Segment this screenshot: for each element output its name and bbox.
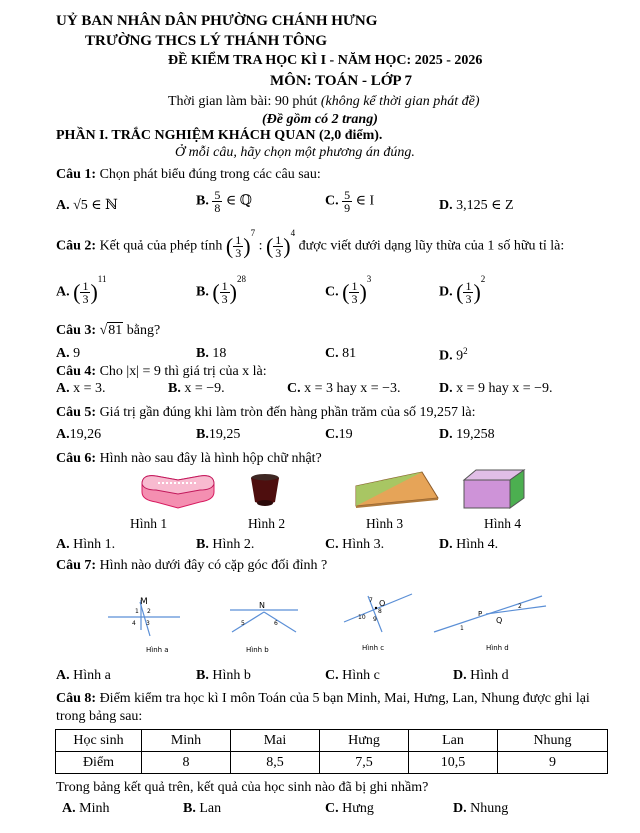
q4-label: Câu 4:	[56, 364, 97, 379]
q6-stem	[56, 451, 322, 467]
q4-text: Cho |x| = 9 thì giá trị của x là:	[99, 364, 267, 379]
table-cell: 8,5	[231, 752, 320, 774]
q8-d-label: D.	[453, 801, 467, 816]
q6-option-b	[196, 537, 254, 553]
figure-1-heart-box	[138, 470, 218, 512]
figure-1-caption: Hình 1	[130, 516, 168, 531]
q7-option-b	[196, 668, 251, 684]
fig-a-label-m: M	[140, 597, 148, 607]
q2-den-2: 3	[275, 246, 282, 260]
q1-text: Chọn phát biểu đúng trong các câu sau:	[99, 167, 321, 182]
q8-label: Câu 8:	[56, 691, 97, 706]
q1-c-fraction	[342, 189, 352, 214]
table-cell: 9	[498, 752, 608, 774]
q2-d-num: 1	[465, 279, 472, 293]
q3-d-label: D.	[439, 348, 453, 364]
q3-option-b	[196, 346, 226, 362]
q2-a-num: 1	[82, 279, 89, 293]
q2-option-b: B. ( $\frac{1}{3}$ )$^{28}$	[196, 274, 246, 306]
q3-radicand: 81	[108, 323, 123, 338]
q5-label: Câu 5:	[56, 405, 97, 420]
q5-option-b	[196, 427, 240, 443]
q2-a-exp: 11	[97, 274, 107, 284]
table-cell: 10,5	[409, 752, 498, 774]
q6-d-label: D.	[439, 537, 453, 552]
q3-a-label: A.	[56, 346, 70, 361]
q2-a-label: A.	[56, 284, 70, 300]
q2-b-exp: 28	[237, 274, 246, 284]
q2-option-d: D. ( $\frac{1}{3}$ )$^2$	[439, 274, 486, 306]
q5-c-label: C.	[325, 427, 339, 442]
q5-b-label: B.	[196, 427, 209, 442]
q7-c-text: Hình c	[342, 668, 380, 683]
q1-b-fraction	[212, 189, 222, 214]
committee-name: UỶ BAN NHÂN DÂN PHƯỜNG CHÁNH HƯNG	[56, 13, 378, 29]
q1-option-d	[439, 197, 514, 214]
q2-b-label: B.	[196, 284, 209, 300]
q2-text-after: được viết dưới dạng lũy thừa của 1 số hữu tỉ là:	[298, 238, 565, 254]
table-header-cell: Lan	[409, 730, 498, 752]
fig-b-caption: Hình b	[246, 646, 269, 654]
q3-d-exp: 2	[463, 346, 468, 356]
time-line	[168, 94, 480, 110]
q5-option-c	[325, 427, 353, 443]
table-header-cell: Minh	[142, 730, 231, 752]
q8-option-b	[183, 801, 221, 817]
q2-b-num: 1	[221, 279, 228, 293]
q2-den-1: 3	[235, 246, 242, 260]
subject-title: MÔN: TOÁN - LỚP 7	[270, 73, 412, 89]
q2-c-label: C.	[325, 284, 339, 300]
q1-option-b	[196, 189, 252, 214]
fig-d-caption: Hình d	[486, 644, 509, 652]
q6-a-label: A.	[56, 537, 70, 552]
fig-b-label-6: 6	[274, 620, 278, 627]
q8-stem-2: trong bảng sau:	[56, 709, 143, 724]
q8-b-label: B.	[183, 801, 196, 816]
q3-b-label: B.	[196, 346, 209, 361]
q2-num-2: 1	[275, 233, 282, 247]
q6-c-label: C.	[325, 537, 339, 552]
q3-text-after: bằng?	[126, 323, 161, 338]
fig-b-label-5: 5	[241, 620, 245, 627]
q7-text: Hình nào dưới đây có cặp góc đối đỉnh ?	[99, 558, 328, 573]
table-row	[56, 752, 608, 774]
q1-c-rel: ∈ I	[355, 193, 375, 209]
q4-c-label: C.	[287, 381, 301, 396]
figure-a	[106, 592, 182, 662]
fig-d-label-1: 1	[460, 625, 464, 632]
q4-d-label: D.	[439, 381, 453, 396]
q6-d-text: Hình 4.	[456, 537, 499, 552]
score-table-header	[56, 730, 608, 752]
q6-b-text: Hình 2.	[212, 537, 255, 552]
q3-stem: Câu 3: √81 bằng?	[56, 323, 161, 338]
fig-a-label-2: 2	[147, 608, 151, 615]
table-header-cell: Học sinh	[56, 730, 142, 752]
time-label: Thời gian làm bài: 90 phút	[168, 94, 321, 109]
q2-stem: Câu 2: Kết quả của phép tính ( $\frac{1}{3}$ )$^7$ : ( $\frac{1}{3}$ )$^4$ được viết dưới dạng lũy thừa của 1 số hữu tỉ là:	[56, 228, 565, 260]
fig-c-label-o: O	[379, 599, 386, 608]
q5-d-text: 19,258	[456, 427, 495, 442]
q2-c-den: 3	[351, 292, 358, 306]
q8-c-label: C.	[325, 801, 339, 816]
q3-option-a	[56, 346, 80, 362]
q3-option-c	[325, 346, 356, 362]
fig-a-label-4: 4	[132, 620, 136, 627]
q7-a-text: Hình a	[73, 668, 111, 683]
q1-b-den: 8	[214, 201, 221, 215]
q6-b-label: B.	[196, 537, 209, 552]
figure-4-caption: Hình 4	[484, 516, 522, 531]
q1-stem	[56, 167, 321, 183]
q7-a-label: A.	[56, 668, 70, 683]
figure-3-prism	[352, 468, 442, 510]
table-header-cell: Nhung	[498, 730, 608, 752]
q1-b-label: B.	[196, 193, 209, 209]
figure-3-caption: Hình 3	[366, 516, 404, 531]
q8-a-text: Minh	[79, 801, 110, 816]
q7-option-a	[56, 668, 111, 684]
q7-d-text: Hình d	[470, 668, 509, 683]
q2-a-den: 3	[82, 292, 89, 306]
q3-option-d	[439, 346, 468, 365]
q1-a-math: √5 ∈ ℕ	[73, 198, 118, 213]
figure-b	[228, 598, 300, 658]
q1-d-label: D.	[439, 198, 453, 213]
q1-b-rel: ∈ ℚ	[225, 193, 252, 209]
q4-b-text: x = −9.	[184, 381, 225, 396]
q2-exp-1: 7	[250, 228, 256, 238]
score-table	[55, 729, 608, 774]
q8-question: Trong bảng kết quả trên, kết quả của học sinh nào đã bị ghi nhầm?	[56, 780, 429, 795]
q5-a-label: A.	[56, 427, 70, 442]
q6-text: Hình nào sau đây là hình hộp chữ nhật?	[99, 451, 322, 466]
q4-stem	[56, 364, 267, 380]
q6-option-d	[439, 537, 498, 553]
part1-title: PHẦN I. TRẮC NGHIỆM KHÁCH QUAN (2,0 điểm).	[56, 128, 383, 143]
q3-b-text: 18	[212, 346, 227, 361]
figure-4-box	[462, 468, 526, 510]
q1-a-label: A.	[56, 198, 70, 213]
q1-option-a	[56, 197, 118, 214]
q1-c-num: 5	[344, 188, 351, 202]
q7-c-label: C.	[325, 668, 339, 683]
table-cell: 8	[142, 752, 231, 774]
q8-option-a	[62, 801, 109, 817]
q4-d-text: x = 9 hay x = −9.	[456, 381, 553, 396]
q5-option-d	[439, 427, 495, 443]
q2-d-label: D.	[439, 284, 453, 300]
fig-c-label-7: 7	[369, 597, 373, 604]
q2-num-1: 1	[235, 233, 242, 247]
q4-option-a	[56, 381, 106, 397]
q7-option-c	[325, 668, 380, 684]
q7-d-label: D.	[453, 668, 467, 683]
pages-note: (Đề gồm có 2 trang)	[262, 112, 378, 127]
time-note: (không kể thời gian phát đề)	[320, 94, 480, 109]
fig-c-label-10: 10	[358, 614, 366, 621]
q8-option-c	[325, 801, 374, 817]
q2-exp-2: 4	[290, 228, 296, 238]
table-cell: 7,5	[320, 752, 409, 774]
q2-label: Câu 2:	[56, 238, 97, 254]
fig-c-label-9: 9	[373, 616, 377, 623]
q7-stem	[56, 558, 327, 574]
table-header-cell: Hưng	[320, 730, 409, 752]
q7-b-text: Hình b	[212, 668, 251, 683]
q5-stem	[56, 405, 476, 421]
q8-d-text: Nhung	[470, 801, 509, 816]
figure-c	[340, 592, 420, 658]
part1-instruction: Ở mỗi câu, hãy chọn một phương án đúng.	[175, 145, 415, 160]
fig-d-label-q: Q	[496, 616, 503, 625]
figure-2-caption: Hình 2	[248, 516, 286, 531]
q1-option-c	[325, 189, 374, 214]
q5-option-a	[56, 427, 101, 443]
q6-option-c	[325, 537, 384, 553]
fig-a-caption: Hình a	[146, 646, 169, 654]
table-cell: Điểm	[56, 752, 142, 774]
q4-option-d	[439, 381, 553, 397]
q3-d-base: 9	[456, 348, 464, 364]
q7-label: Câu 7:	[56, 558, 97, 573]
q5-c-text: 19	[338, 427, 353, 442]
exam-title: ĐỀ KIỂM TRA HỌC KÌ I - NĂM HỌC: 2025 - 2026	[168, 53, 483, 68]
q7-option-d	[453, 668, 509, 684]
q4-c-text: x = 3 hay x = −3.	[304, 381, 401, 396]
q2-c-exp: 3	[366, 274, 372, 284]
q1-b-num: 5	[214, 188, 221, 202]
fig-c-label-8: 8	[378, 608, 382, 615]
q5-d-label: D.	[439, 427, 453, 442]
q1-d-text: 3,125 ∈ Z	[456, 198, 514, 213]
fig-d-label-p: P	[478, 610, 483, 618]
q1-c-den: 9	[344, 201, 351, 215]
table-header-cell: Mai	[231, 730, 320, 752]
q8-a-label: A.	[62, 801, 76, 816]
q2-c-num: 1	[351, 279, 358, 293]
q2-d-exp: 2	[480, 274, 486, 284]
q4-b-label: B.	[168, 381, 181, 396]
q2-d-den: 3	[465, 292, 472, 306]
q4-option-c	[287, 381, 401, 397]
q2-option-a: A. ( $\frac{1}{3}$ )$^{11}$	[56, 274, 107, 306]
q3-a-text: 9	[73, 346, 81, 361]
fig-a-label-3: 3	[146, 620, 150, 627]
q6-c-text: Hình 3.	[342, 537, 385, 552]
q2-option-c: C. ( $\frac{1}{3}$ )$^3$	[325, 274, 372, 306]
q5-b-text: 19,25	[208, 427, 241, 442]
q5-a-text: 19,26	[69, 427, 102, 442]
fig-c-caption: Hình c	[362, 644, 385, 652]
q3-c-text: 81	[342, 346, 357, 361]
q6-label: Câu 6:	[56, 451, 97, 466]
fig-a-label-1: 1	[135, 608, 139, 615]
q8-option-d	[453, 801, 508, 817]
q4-a-label: A.	[56, 381, 70, 396]
q3-c-label: C.	[325, 346, 339, 361]
q5-text: Giá trị gần đúng khi làm tròn đến hàng phần trăm của số 19,257 là:	[99, 405, 476, 420]
q6-a-text: Hình 1.	[73, 537, 116, 552]
q2-op: :	[258, 238, 263, 254]
q3-label: Câu 3:	[56, 323, 97, 338]
q8-c-text: Hưng	[342, 801, 374, 816]
figure-d	[430, 592, 550, 658]
q8-stem	[56, 691, 590, 707]
fig-b-label-n: N	[259, 601, 265, 610]
q7-b-label: B.	[196, 668, 209, 683]
q1-label: Câu 1:	[56, 167, 97, 182]
figure-2-bowl	[248, 472, 282, 508]
q8-text: Điểm kiểm tra học kì I môn Toán của 5 bạn Minh, Mai, Hưng, Lan, Nhung được ghi lại	[99, 691, 590, 706]
q8-b-text: Lan	[199, 801, 222, 816]
q4-a-text: x = 3.	[73, 381, 106, 396]
q2-b-den: 3	[221, 292, 228, 306]
q2-text-before: Kết quả của phép tính	[99, 238, 223, 254]
fig-d-label-2: 2	[518, 603, 522, 610]
q6-option-a	[56, 537, 115, 553]
q4-option-b	[168, 381, 225, 397]
school-name: TRƯỜNG THCS LÝ THÁNH TÔNG	[85, 33, 327, 49]
q1-c-label: C.	[325, 193, 339, 209]
